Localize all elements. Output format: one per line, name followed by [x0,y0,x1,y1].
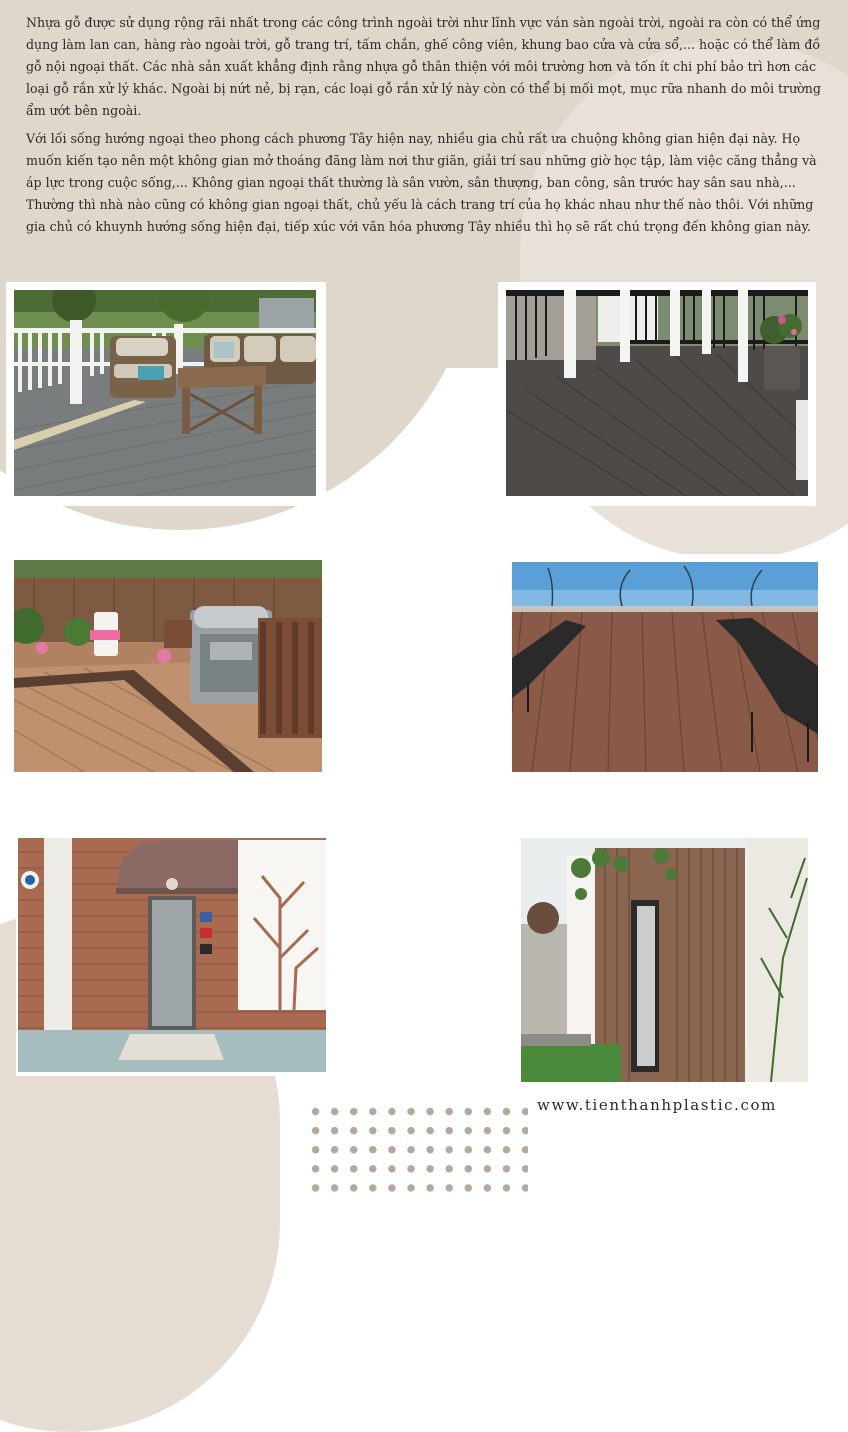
lifestyle-paragraph: Với lối sống hướng ngoại theo phong cách phương Tây hiện nay, nhiều gia chủ rất ưa chuộng không gian hiện đại này. Họ muốn kiến tạo nên một không gian mở thoáng đãng làm nơi thư giãn, giải trí sau những giờ học tập, làm việc căng thẳng và áp lực trong cuộc sống,... Không gian ngoại thất thường là sân vườn, sân thượng, ban công, sân trước hay sân sau nhà,... Thường thì nhà nào cũng có không gian ngoại thất, chủ yếu là cách trang trí của họ khác nhau như thế nào thôi. Với những gia chủ có khuynh hướng sống hiện đại, tiếp xúc với văn hóa phương Tây nhiều thì họ sẽ rất chú trọng đến không gian này. [26,131,817,234]
photo-brown-vertical-cladding-building [521,838,808,1082]
photo-brown-wall-cladding-entrance [18,838,326,1072]
photo-brown-deck-grill [14,560,322,772]
dot-pattern-decoration [306,1102,528,1200]
photo-dark-deck-railing [506,290,808,496]
intro-paragraph: Nhựa gỗ được sử dụng rộng rãi nhất trong các công trình ngoài trời như lĩnh vực ván sàn ngoài trời, ngoài ra còn có thể ứng dụng làm lan can, hàng rào ngoài trời, gỗ trang trí, tấm chắn, ghế công viên, khung bao cửa và cửa sổ,... hoặc có thể làm đồ gỗ nội ngoại thất. Các nhà sản xuất khẳng định rằng nhựa gỗ thân thiện với môi trường hơn và tốn ít chi phí bảo trì hơn các loại gỗ rắn xử lý khác. Ngoài bị nứt nẻ, bị rạn, các loại gỗ rắn xử lý này còn có thể bị mối mọt, mục rữa nhanh do môi trường ẩm ướt bên ngoài. [26,15,821,118]
photo-poolside-deck-loungers [512,562,818,772]
website-url: www.tienthanhplastic.com [537,1096,777,1114]
photo-grey-deck-patio-furniture [14,290,316,496]
